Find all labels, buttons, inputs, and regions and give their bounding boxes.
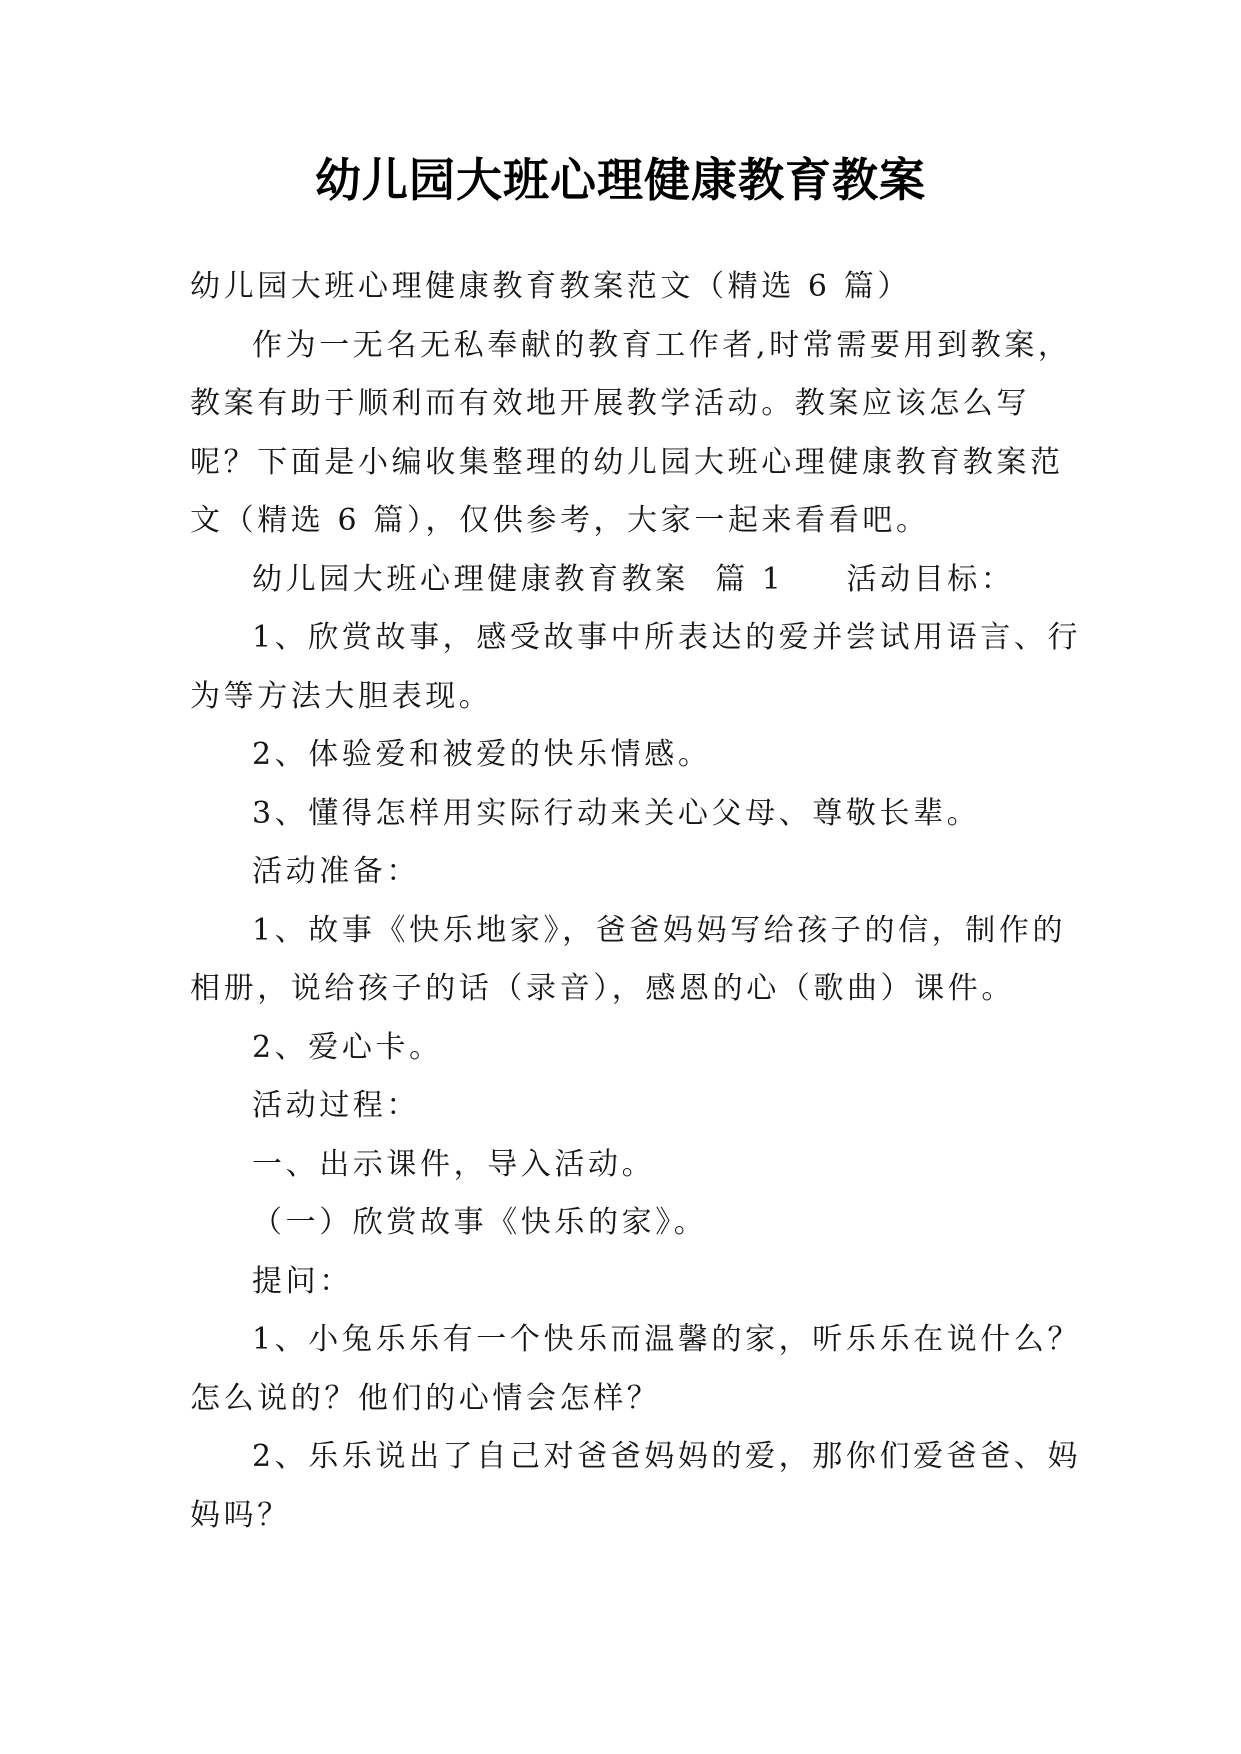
paragraph-question-2: 2、乐乐说出了自己对爸爸妈妈的爱，那你们爱爸爸、妈妈吗？ — [190, 1439, 1082, 1533]
paragraph-goal-1: 1、欣赏故事，感受故事中所表达的爱并尝试用语言、行为等方法大胆表现。 — [190, 620, 1082, 714]
paragraph-section-heading — [190, 551, 1090, 610]
paragraph-preparation-1: 1、故事《快乐地家》，爸爸妈妈写给孩子的信，制作的相册，说给孩子的话（录音），感恩的心（歌曲）课件。 — [190, 912, 1067, 1006]
paragraph-preparation-2: 2、爱心卡。 — [252, 1029, 443, 1065]
paragraph-process-step-1: 一、出示课件，导入活动。 — [252, 1146, 656, 1182]
activity-goal-label: 活动目标： — [846, 561, 1015, 597]
paragraph-goal-3: 3、懂得怎样用实际行动来关心父母、尊敬长辈。 — [252, 795, 981, 831]
section-heading-label: 幼儿园大班心理健康教育教案 篇 1 — [252, 561, 785, 597]
paragraph-goal-2: 2、体验爱和被爱的快乐情感。 — [252, 737, 712, 772]
document-body — [190, 258, 1090, 1545]
paragraph-intro: 作为一无名无私奉献的教育工作者,时常需要用到教案，教案有助于顺利而有效地开展教学活动。教案应该怎么写呢？下面是小编收集整理的幼儿园大班心理健康教育教案范文（精选 6 篇），仅供参考，大家一起来看看吧。 — [190, 327, 1072, 538]
paragraph-subtitle: 幼儿园大班心理健康教育教案范文（精选 6 篇） — [190, 269, 911, 304]
paragraph-process-sub-1: （一）欣赏故事《快乐的家》。 — [252, 1205, 708, 1240]
paragraph-process-heading: 活动过程： — [252, 1088, 420, 1123]
paragraph-question-1: 1、小兔乐乐有一个快乐而温馨的家，听乐乐在说什么？怎么说的？他们的心情会怎样？ — [190, 1322, 1082, 1416]
paragraph-question-heading: 提问： — [252, 1263, 353, 1299]
paragraph-preparation-heading: 活动准备： — [252, 854, 420, 889]
document-title: 幼儿园大班心理健康教育教案 — [315, 153, 926, 207]
